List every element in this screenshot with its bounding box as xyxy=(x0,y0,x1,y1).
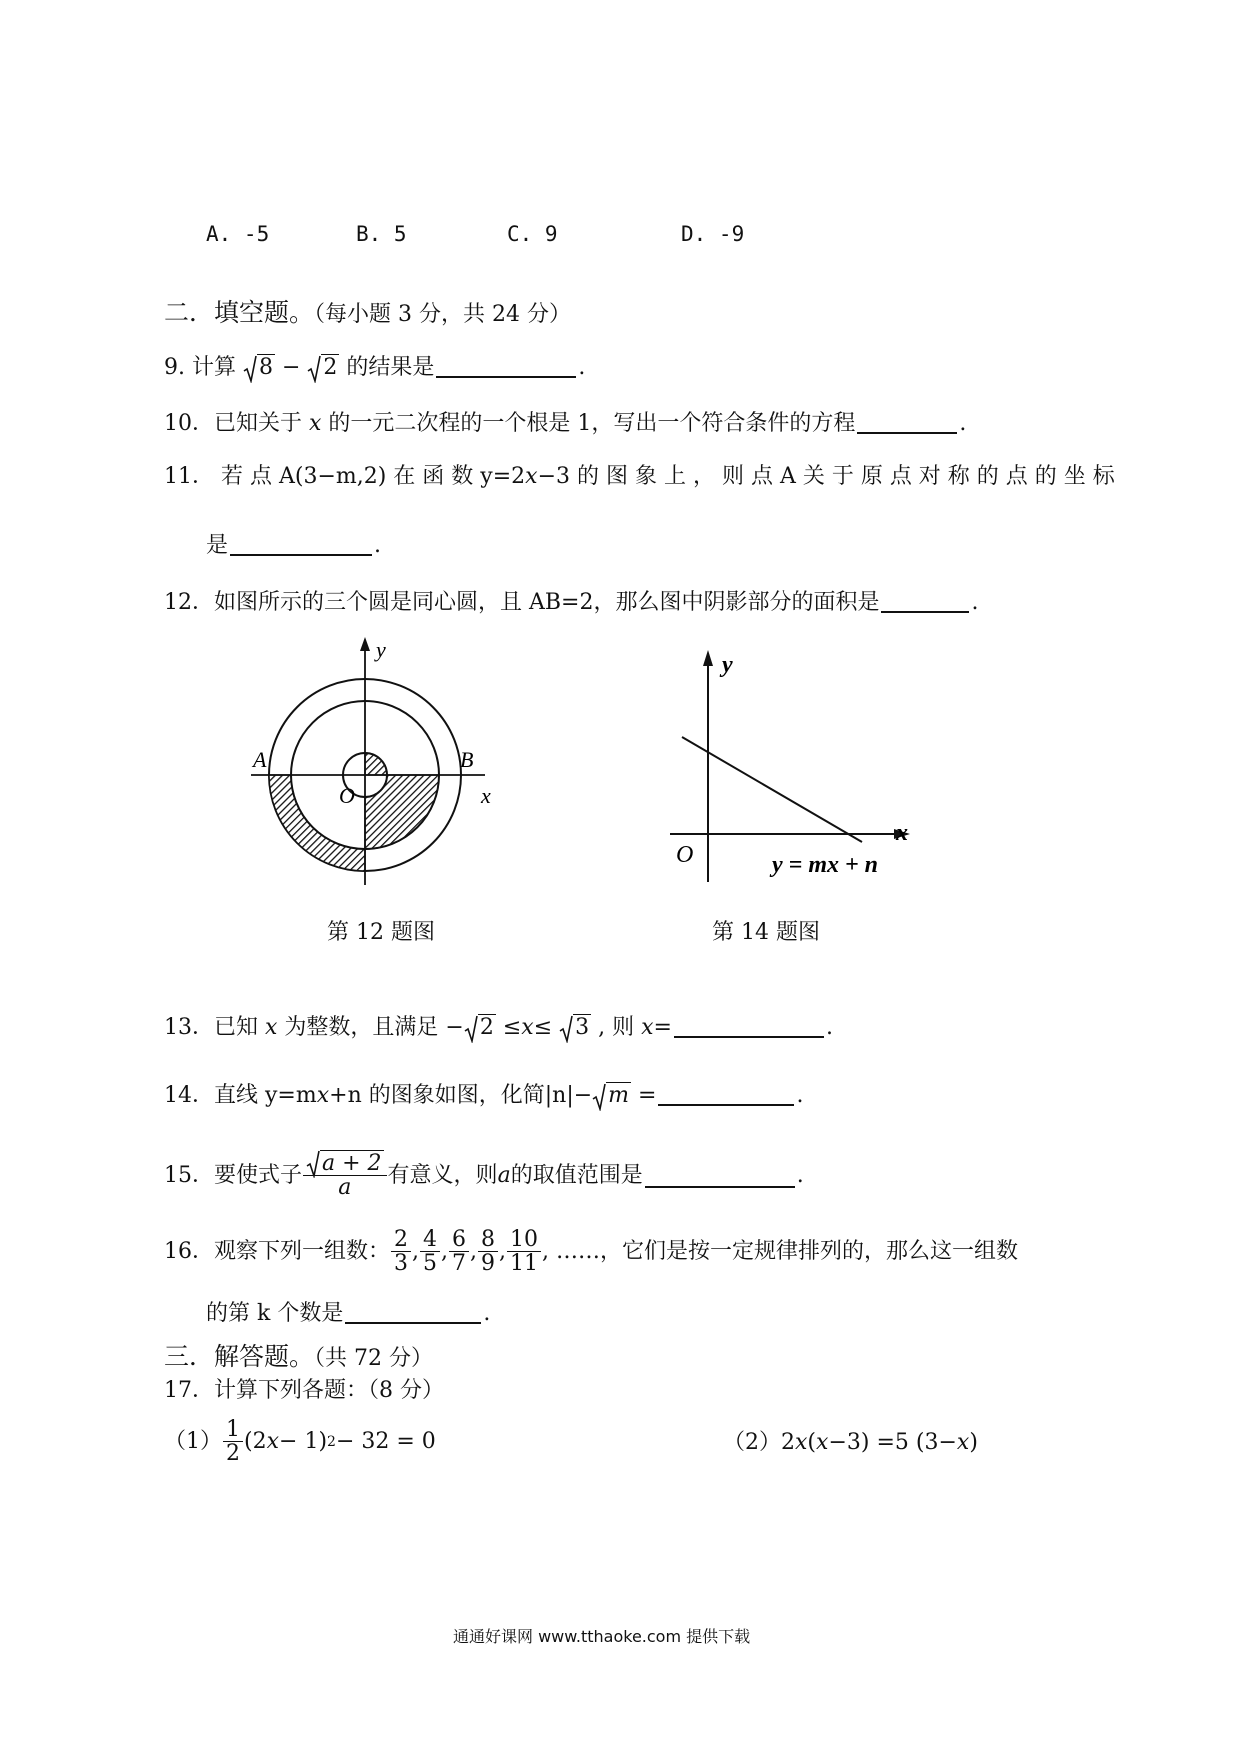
fig12-label-a: A xyxy=(253,747,267,772)
q16-fraction-4: $\frac{8}{9}$ xyxy=(478,1228,498,1275)
question-12: 12．如图所示的三个圆是同心圆，且 AB=2，那么图中阴影部分的面积是 . xyxy=(164,590,979,615)
question-17-part1: （1） $\frac{1}{2}$ (2 x − 1) 2 − 32 = 0 xyxy=(164,1417,436,1467)
question-13: 13．已知 x 为整数，且满足 − 2 ≤x≤ 3 , 则 x= . xyxy=(164,1015,833,1040)
section3-heading: 三．解答题。 xyxy=(164,1342,315,1371)
question-17-title: 17．计算下列各题：（8 分） xyxy=(164,1378,444,1403)
q16-fraction-3: $\frac{6}{7}$ xyxy=(449,1228,469,1275)
fig12-label-o: O xyxy=(339,783,355,808)
q16-fraction-5: $\frac{10}{11}$ xyxy=(507,1228,541,1275)
figure-14 xyxy=(660,648,920,888)
answer-blank-10[interactable] xyxy=(857,410,957,434)
figure-12 xyxy=(245,635,525,890)
option-d: D. -9 xyxy=(681,222,745,246)
option-b: B. 5 xyxy=(356,222,407,246)
q16-fraction-1: $\frac{2}{3}$ xyxy=(391,1228,411,1275)
answer-blank-16[interactable] xyxy=(345,1300,481,1324)
section3-note: （共 72 分） xyxy=(314,1346,433,1371)
question-17-part2: （2）2x(x−3) =5 (3−x) xyxy=(723,1430,978,1455)
question-10: 10．已知关于 x 的一元二次程的一个根是 1，写出一个符合条件的方程 . xyxy=(164,411,967,436)
fig12-label-b: B xyxy=(460,747,474,772)
q9-prefix: 9. 计算 xyxy=(164,355,236,380)
fig12-label-x: x xyxy=(481,783,491,808)
fig14-label-y: y xyxy=(722,652,733,678)
answer-blank-11[interactable] xyxy=(230,532,372,556)
question-11-line2: 是 . xyxy=(206,533,382,558)
figure-14-caption: 第 14 题图 xyxy=(712,920,820,945)
footer-text: 通通好课网 www.tthaoke.com 提供下载 xyxy=(453,1627,751,1646)
q9-suffix: 的结果是 xyxy=(346,355,435,380)
q15-fraction: $\frac{a + 2}{a}$ xyxy=(303,1152,387,1199)
section2-note: （每小题 3 分，共 24 分） xyxy=(314,302,571,327)
question-9: 9. 计算 8 − 2 的结果是 . xyxy=(164,355,586,380)
option-c: C. 9 xyxy=(507,222,558,246)
answer-blank-9[interactable] xyxy=(436,354,576,378)
question-16-line2: 的第 k 个数是 . xyxy=(206,1301,491,1326)
q17-fraction: $\frac{1}{2}$ xyxy=(223,1418,243,1465)
section2-heading-line xyxy=(164,300,571,326)
question-14: 14．直线 y=mx+n 的图象如图，化简|n|− m = . xyxy=(164,1083,804,1108)
fig12-label-y: y xyxy=(376,637,386,662)
q13-sqrt-2: 2 xyxy=(464,1017,496,1039)
answer-blank-15[interactable] xyxy=(645,1164,795,1188)
section2-heading: 二．填空题。 xyxy=(164,298,315,327)
question-11-line1: 11． 若 点 A(3−m,2) 在 函 数 y=2x−3 的 图 象 上 ， 则 点 A 关 于 原 点 对 称 的 点 的 坐 标 xyxy=(164,464,1115,489)
question-15: 15．要使式子 $\frac{a + 2}{a}$ 有意义，则 a 的取值范围是 . xyxy=(164,1151,804,1201)
fig14-label-x: x xyxy=(896,820,908,846)
q16-fraction-2: $\frac{4}{5}$ xyxy=(420,1228,440,1275)
q14-sqrt-m: m xyxy=(592,1085,631,1107)
answer-blank-14[interactable] xyxy=(658,1082,794,1106)
q13-sqrt-3: 3 xyxy=(559,1017,591,1039)
option-a: A. -5 xyxy=(206,222,270,246)
q9-sqrt-8: 8 xyxy=(243,357,275,379)
answer-blank-13[interactable] xyxy=(674,1014,824,1038)
q15-sqrt: a + 2 xyxy=(306,1152,384,1175)
figure-12-caption: 第 12 题图 xyxy=(327,920,435,945)
fig14-label-o: O xyxy=(676,842,694,868)
q9-sqrt-2: 2 xyxy=(307,357,339,379)
answer-blank-12[interactable] xyxy=(881,589,969,613)
question-16-line1: 16．观察下列一组数： $\frac{2}{3}$ , $\frac{4}{5}$ , $\frac{6}{7}$ , $\frac{8}{9}$ , $\frac{10}{11}$ , ……，它们是按一定规律排列的，那么这一组数 xyxy=(164,1227,1018,1277)
fig14-label-eq: y = mx + n xyxy=(772,852,879,878)
section3-heading-line xyxy=(164,1344,433,1370)
